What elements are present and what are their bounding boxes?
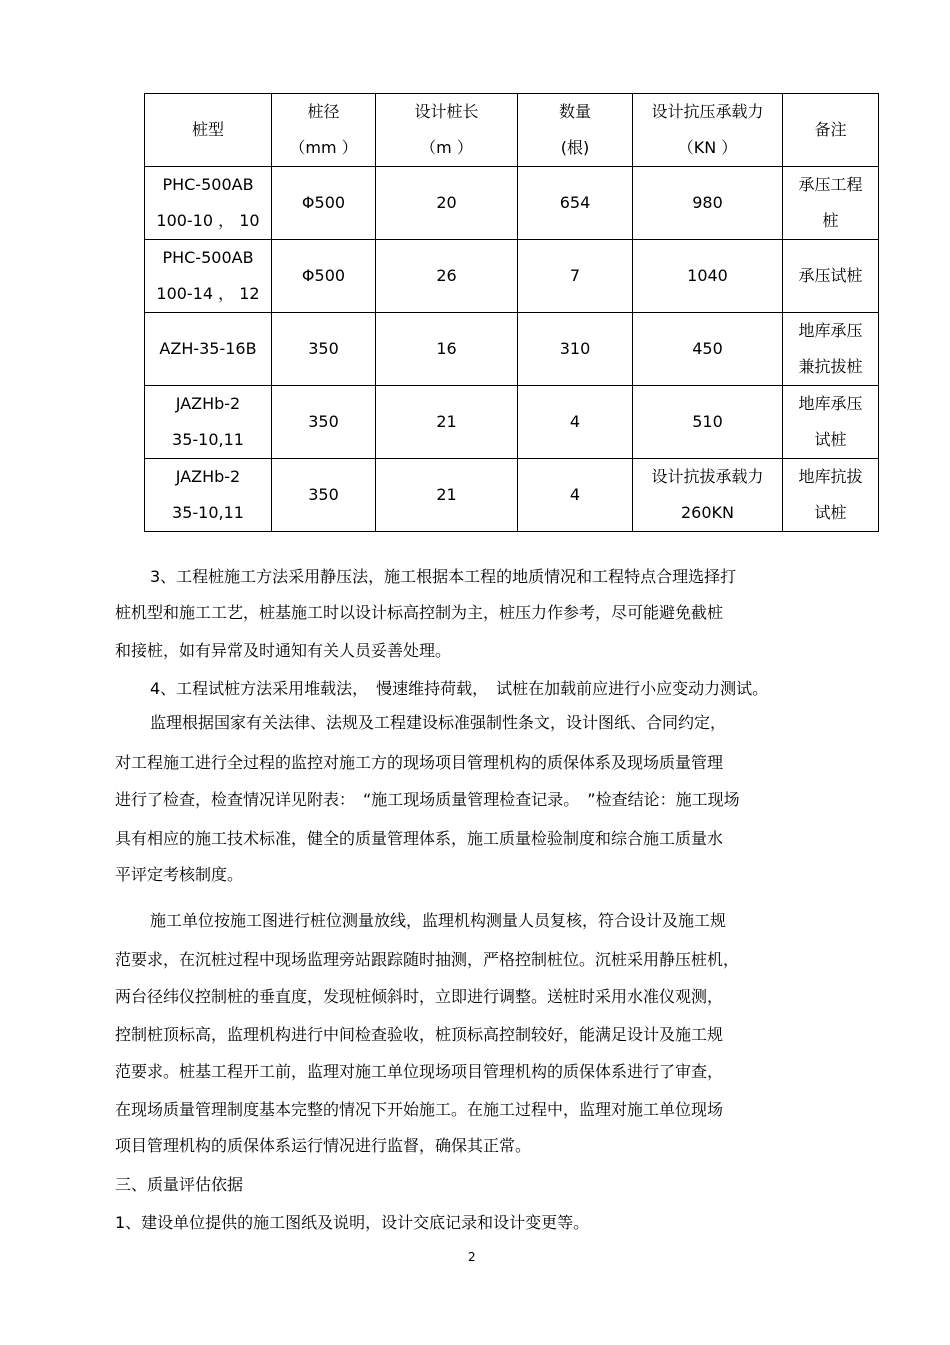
table-cell [376, 167, 518, 240]
cell-text: 260KN [681, 503, 734, 522]
cell-text: 654 [559, 193, 591, 212]
text-line: 和接桩，如有异常及时通知有关人员妥善处理。 [115, 641, 452, 660]
text-line: 三、质量评估依据 [115, 1175, 244, 1194]
cell-text: 350 [308, 412, 339, 431]
cell-text: AZH-35-16B [159, 339, 257, 358]
cell-text: 承压试桩 [798, 266, 863, 285]
cell-text: 980 [692, 193, 723, 212]
cell-text: (根) [560, 138, 590, 157]
table-row [145, 459, 879, 532]
cell-text: 设计抗拔承载力 [651, 467, 764, 486]
cell-text: PHC-500AB [162, 248, 254, 267]
table-header-cell [376, 94, 518, 167]
cell-text: 试桩 [814, 503, 847, 522]
table-cell [783, 240, 879, 313]
cell-text: 地库抗拔 [798, 467, 863, 486]
cell-text: 350 [308, 485, 339, 504]
cell-text: 7 [569, 266, 581, 285]
cell-text: 21 [436, 412, 457, 431]
table-cell [518, 167, 633, 240]
cell-text: PHC-500AB [162, 175, 254, 194]
table-cell [518, 240, 633, 313]
cell-text: Φ500 [301, 266, 346, 285]
table-header-cell [633, 94, 783, 167]
text-line: 进行了检查，检查情况详见附表： “施工现场质量管理检查记录。 ”检查结论：施工现场 [115, 790, 740, 809]
table-cell [376, 386, 518, 459]
text-line: 1、建设单位提供的施工图纸及说明，设计交底记录和设计变更等。 [115, 1213, 590, 1232]
cell-text: 桩径 [307, 102, 340, 121]
cell-text: 4 [569, 412, 581, 431]
cell-text: 备注 [814, 120, 847, 139]
cell-text: 450 [692, 339, 723, 358]
text-line: 桩机型和施工工艺，桩基施工时以设计标高控制为主，桩压力作参考，尽可能避免截桩 [115, 603, 724, 622]
table-cell [633, 167, 783, 240]
table-header-cell [518, 94, 633, 167]
cell-text: 510 [692, 412, 723, 431]
table-cell [376, 240, 518, 313]
table-cell [376, 459, 518, 532]
cell-text: 310 [559, 339, 591, 358]
table-row [145, 313, 879, 386]
cell-text: 承压工程 [798, 175, 863, 194]
cell-text: 35-10,11 [172, 503, 244, 522]
cell-text: 21 [436, 485, 457, 504]
cell-text: 桩型 [191, 120, 224, 139]
table-cell [783, 167, 879, 240]
cell-text: （m ） [420, 138, 473, 157]
table-cell [145, 240, 272, 313]
table-row [145, 386, 879, 459]
table-row [145, 167, 879, 240]
table-cell [145, 459, 272, 532]
text-line: 4、工程试桩方法采用堆载法， 慢速维持荷载， 试桩在加载前应进行小应变动力测试。 [150, 679, 769, 698]
text-line: 控制桩顶标高，监理机构进行中间检查验收，桩顶标高控制较好，能满足设计及施工规 [115, 1025, 724, 1044]
cell-text: 1040 [687, 266, 728, 285]
cell-text: 兼抗拔桩 [798, 357, 863, 376]
table-cell [518, 313, 633, 386]
table-cell [783, 313, 879, 386]
table-row [145, 240, 879, 313]
cell-text: 20 [436, 193, 457, 212]
table-cell [272, 167, 376, 240]
table-cell [145, 386, 272, 459]
text-line: 对工程施工进行全过程的监控对施工方的现场项目管理机构的质保体系及现场质量管理 [115, 753, 724, 772]
table-header-cell [145, 94, 272, 167]
pile-spec-table [144, 93, 879, 532]
table-cell [518, 459, 633, 532]
table-header-cell [783, 94, 879, 167]
cell-text: 设计抗压承载力 [651, 102, 764, 121]
cell-text: 设计桩长 [414, 102, 479, 121]
text-line: 在现场质量管理制度基本完整的情况下开始施工。在施工过程中，监理对施工单位现场 [115, 1100, 724, 1119]
table-cell [272, 240, 376, 313]
table-header-cell [272, 94, 376, 167]
cell-text: Φ500 [301, 193, 346, 212]
table-cell [376, 313, 518, 386]
cell-text: 35-10,11 [172, 430, 244, 449]
text-line: 范要求。桩基工程开工前，监理对施工单位现场项目管理机构的质保体系进行了审查， [115, 1062, 724, 1081]
cell-text: 桩 [822, 211, 839, 230]
table-cell [633, 459, 783, 532]
table-cell [518, 386, 633, 459]
cell-text: 试桩 [814, 430, 847, 449]
table-cell [272, 459, 376, 532]
text-line: 3、工程桩施工方法采用静压法，施工根据本工程的地质情况和工程特点合理选择打 [150, 567, 737, 586]
table-cell [145, 313, 272, 386]
cell-text: 26 [436, 266, 457, 285]
table-header-row [145, 94, 879, 167]
cell-text: 100-14 ， 12 [156, 284, 260, 303]
cell-text: 100-10 ， 10 [156, 211, 260, 230]
text-line: 项目管理机构的质保体系运行情况进行监督，确保其正常。 [115, 1136, 532, 1155]
text-line: 两台径纬仪控制桩的垂直度，发现桩倾斜时，立即进行调整。送桩时采用水准仪观测， [115, 987, 724, 1006]
table-cell [272, 313, 376, 386]
text-line: 范要求，在沉桩过程中现场监理旁站跟踪随时抽测，严格控制桩位。沉桩采用静压桩机， [115, 950, 740, 969]
text-line: 平评定考核制度。 [115, 865, 244, 884]
text-line: 监理根据国家有关法律、法规及工程建设标准强制性条文，设计图纸、合同约定， [150, 713, 727, 732]
table-cell [783, 459, 879, 532]
cell-text: 350 [308, 339, 339, 358]
cell-text: JAZHb-2 [175, 394, 241, 413]
cell-text: （mm ） [289, 138, 358, 157]
table-cell [633, 313, 783, 386]
table-cell [633, 240, 783, 313]
cell-text: 16 [436, 339, 457, 358]
cell-text: 地库承压 [798, 394, 863, 413]
cell-text: JAZHb-2 [175, 467, 241, 486]
cell-text: （KN ） [677, 138, 738, 157]
cell-text: 4 [569, 485, 581, 504]
text-line: 具有相应的施工技术标准，健全的质量管理体系，施工质量检验制度和综合施工质量水 [115, 829, 724, 848]
table-cell [145, 167, 272, 240]
cell-text: 数量 [558, 102, 591, 121]
table-cell [633, 386, 783, 459]
page-number: 2 [468, 1250, 476, 1264]
text-line: 施工单位按施工图进行桩位测量放线，监理机构测量人员复核，符合设计及施工规 [150, 911, 727, 930]
table-cell [783, 386, 879, 459]
cell-text: 地库承压 [798, 321, 863, 340]
table-cell [272, 386, 376, 459]
